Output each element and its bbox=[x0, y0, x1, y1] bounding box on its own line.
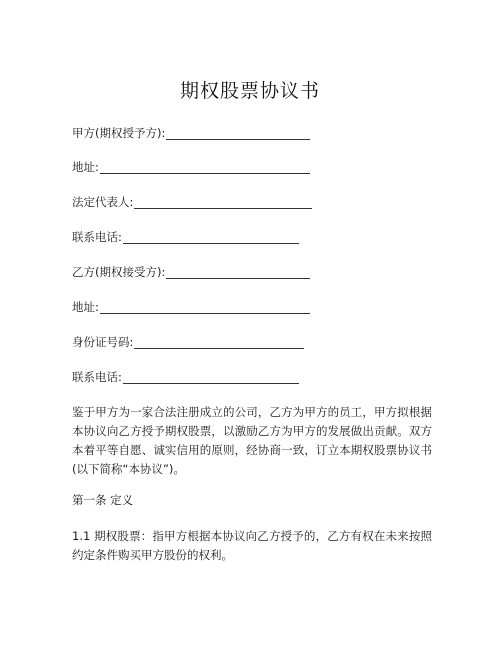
party-a-phone-blank[interactable] bbox=[123, 232, 299, 244]
party-b-address-field bbox=[72, 296, 310, 314]
party-b-address-blank[interactable] bbox=[100, 302, 310, 314]
party-b-blank[interactable] bbox=[166, 267, 310, 279]
party-b-phone-blank[interactable] bbox=[123, 372, 299, 384]
party-b-phone-label: 联系电话: bbox=[72, 370, 122, 384]
id-number-blank[interactable] bbox=[134, 337, 304, 349]
party-b-label: 乙方(期权接受方): bbox=[72, 265, 166, 279]
legal-representative-label: 法定代表人: bbox=[72, 195, 134, 209]
party-b-field bbox=[72, 261, 310, 279]
party-a-address-label: 地址: bbox=[72, 160, 99, 174]
legal-representative-blank[interactable] bbox=[134, 197, 312, 209]
legal-representative-field bbox=[72, 191, 312, 209]
party-a-address-blank[interactable] bbox=[100, 162, 310, 174]
party-a-field bbox=[72, 122, 310, 140]
party-a-phone-label: 联系电话: bbox=[72, 230, 122, 244]
id-number-field bbox=[72, 331, 304, 349]
party-a-address-field bbox=[72, 156, 310, 174]
document-title: 期权股票协议书 bbox=[179, 80, 320, 102]
preamble-paragraph: 鉴于甲方为一家合法注册成立的公司，乙方为甲方的员工，甲方拟根据本协议向乙方授予期权股票，以激励乙方为甲方的发展做出贡献。双方本着平等自愿、诚实信用的原则，经协商一致，订立本期权股票协议书(以下简称“本协议”)。 bbox=[72, 405, 432, 476]
id-number-label: 身份证号码: bbox=[72, 335, 134, 349]
clause-1-1: 1.1 期权股票：指甲方根据本协议向乙方授予的，乙方有权在未来按照约定条件购买甲方股份的权利。 bbox=[72, 529, 432, 562]
party-b-address-label: 地址: bbox=[72, 300, 99, 314]
party-a-label: 甲方(期权授予方): bbox=[72, 126, 166, 140]
party-b-phone-field bbox=[72, 366, 299, 384]
section-1-heading: 第一条 定义 bbox=[72, 493, 134, 507]
party-a-blank[interactable] bbox=[166, 128, 310, 140]
party-a-phone-field bbox=[72, 226, 299, 244]
